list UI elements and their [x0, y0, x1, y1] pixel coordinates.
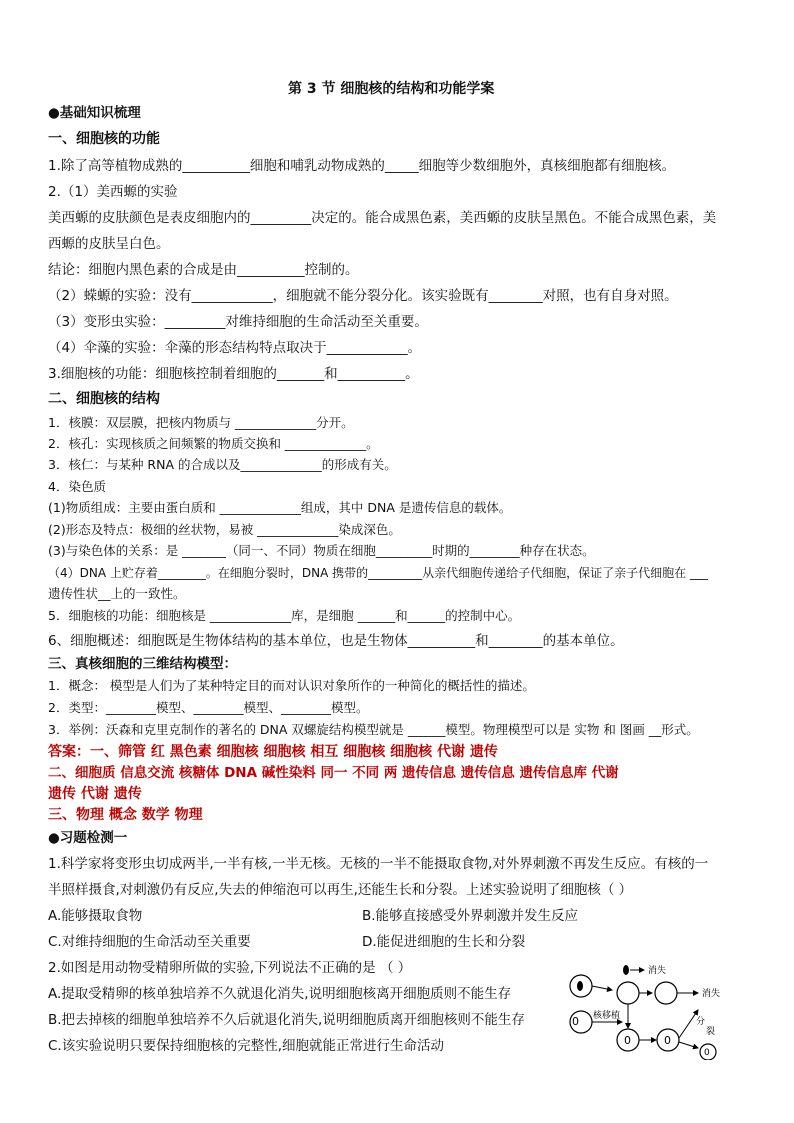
enucleated-cell-icon — [617, 982, 639, 1004]
answers-line1: 答案：一、筛管 红 黑色素 细胞核 细胞核 相互 细胞核 细胞核 代谢 遗传 — [48, 744, 498, 760]
division-label-2: 裂 — [706, 1027, 716, 1037]
page-title: 第 3 节 细胞核的结构和功能学案 — [288, 81, 495, 97]
part2-line1: 1．核膜：双层膜，把核内物质与 _____________分开。 — [48, 415, 354, 430]
degenerating-cell-icon — [655, 982, 677, 1004]
q1-stem-line2: 半照样摄食,对刺激仍有反应,失去的伸缩泡可以再生,还能生长和分裂。上述实验说明了细胞核（ ） — [48, 882, 633, 898]
q1-option-c: C.对维持细胞的生命活动至关重要 — [48, 934, 251, 950]
part1-line8: （4）伞藻的实验：伞藻的形态结构特点取决于____________。 — [48, 340, 422, 356]
q2-option-b: B.把去掉核的细胞单独培养不久后就退化消失,说明细胞质离开细胞核则不能生存 — [48, 1012, 525, 1028]
part1-line3: 美西螈的皮肤颜色是表皮细胞内的_________决定的。能合成黑色素，美西螈的皮肤呈黑色。不能合成黑色素，美 — [48, 210, 717, 226]
q2-option-a: A.提取受精卵的核单独培养不久就退化消失,说明细胞核离开细胞质则不能生存 — [48, 986, 512, 1002]
answers-line4: 三、物理 概念 数学 物理 — [48, 807, 203, 823]
part2-line6: (2)形态及特点：极细的丝状物，易被 _____________染成深色。 — [48, 522, 401, 537]
part1-heading: 一、细胞核的功能 — [48, 131, 160, 147]
nuclear-transplant-label: 核移植 — [593, 1011, 621, 1021]
part3-heading: 三、真核细胞的三维结构模型： — [48, 656, 237, 672]
q1-option-b: B.能够直接感受外界刺激并发生反应 — [362, 908, 579, 924]
cell-with-nucleus-icon — [570, 975, 592, 997]
section-basic-knowledge: ●基础知识梳理 — [48, 105, 141, 121]
svg-text:0: 0 — [624, 1034, 631, 1047]
part2-line4: 4．染色质 — [48, 479, 106, 494]
q1-option-a: A.能够摄取食物 — [48, 908, 143, 924]
part1-line1: 1.除了高等植物成熟的__________细胞和哺乳动物成熟的_____细胞等少数细胞外，真核细胞都有细胞核。 — [48, 158, 676, 174]
svg-text:0: 0 — [664, 1034, 671, 1047]
part1-line5: 结论：细胞内黑色素的合成是由__________控制的。 — [48, 262, 359, 278]
part3-line3: 3．举例：沃森和克里克制作的著名的 DNA 双螺旋结构模型就是 ______模型。物理模型可以是 实物 和 图画 __形式。 — [48, 722, 699, 737]
svg-text:0: 0 — [704, 1048, 710, 1058]
part1-line4: 西螈的皮肤呈白色。 — [48, 236, 170, 252]
part2-line3: 3．核仁：与某种 RNA 的合成以及_____________的形成有关。 — [48, 457, 397, 472]
part2-heading: 二、细胞核的结构 — [48, 391, 160, 407]
isolated-nucleus-icon — [623, 965, 629, 975]
vanish-label-2: 消失 — [702, 989, 721, 999]
part3-line1: 1．概念： 模型是人们为了某种特定目的而对认识对象所作的一种简化的概括性的描述。 — [48, 678, 535, 693]
part1-line9: 3.细胞核的功能：细胞核控制着细胞的_______和__________。 — [48, 366, 419, 382]
vanish-label-1: 消失 — [648, 966, 667, 976]
part2-line5: (1)物质组成：主要由蛋白质和 _____________组成，其中 DNA 是遗传信息的载体。 — [48, 500, 512, 515]
fertilized-egg-experiment-diagram — [560, 960, 740, 1060]
part2-line10: 5．细胞核的功能：细胞核是 _____________库，是细胞 ______和______的控制中心。 — [48, 608, 521, 623]
part1-line6: （2）蝾螈的实验：没有____________，细胞就不能分裂分化。该实验既有________对照，也有自身对照。 — [48, 288, 678, 304]
part2-line7: (3)与染色体的关系：是 _______（同一、不同）物质在细胞_________时期的________种存在状态。 — [48, 543, 595, 558]
q1-stem-line1: 1.科学家将变形虫切成两半,一半有核,一半无核。无核的一半不能摄取食物,对外界刺激不再发生反应。有核的一 — [48, 856, 709, 872]
part2-line9: 遗传性状__上的一致性。 — [48, 586, 186, 601]
part1-line2: 2.（1）美西螈的实验 — [48, 184, 178, 200]
part1-line7: （3）变形虫实验：_________对维持细胞的生命活动至关重要。 — [48, 314, 428, 330]
part2-line2: 2．核孔：实现核质之间频繁的物质交换和 _____________。 — [48, 436, 379, 451]
division-label-1: 分 — [696, 1017, 706, 1027]
q2-option-c: C.该实验说明只要保持细胞核的完整性,细胞就能正常进行生命活动 — [48, 1038, 445, 1054]
svg-text:0: 0 — [572, 1015, 579, 1028]
q1-option-d: D.能促进细胞的生长和分裂 — [362, 934, 526, 950]
q2-stem: 2.如图是用动物受精卵所做的实验,下列说法不正确的是 （ ） — [48, 960, 412, 976]
section-exercise: ●习题检测一 — [48, 830, 128, 846]
part2-line8: （4）DNA 上贮存着________。在细胞分裂时，DNA 携带的_________从亲代细胞传递给子代细胞，保证了亲子代细胞在 ___ — [48, 566, 708, 580]
answers-line3: 遗传 代谢 遗传 — [48, 786, 142, 802]
part2-line11: 6、细胞概述：细胞既是生物体结构的基本单位，也是生物体__________和________的基本单位。 — [48, 633, 624, 649]
answers-line2: 二、细胞质 信息交流 核糖体 DNA 碱性染料 同一 不同 两 遗传信息 遗传信息 遗传信息库 代谢 — [48, 765, 619, 781]
part3-line2: 2．类型：________模型、________模型、________模型。 — [48, 700, 369, 715]
